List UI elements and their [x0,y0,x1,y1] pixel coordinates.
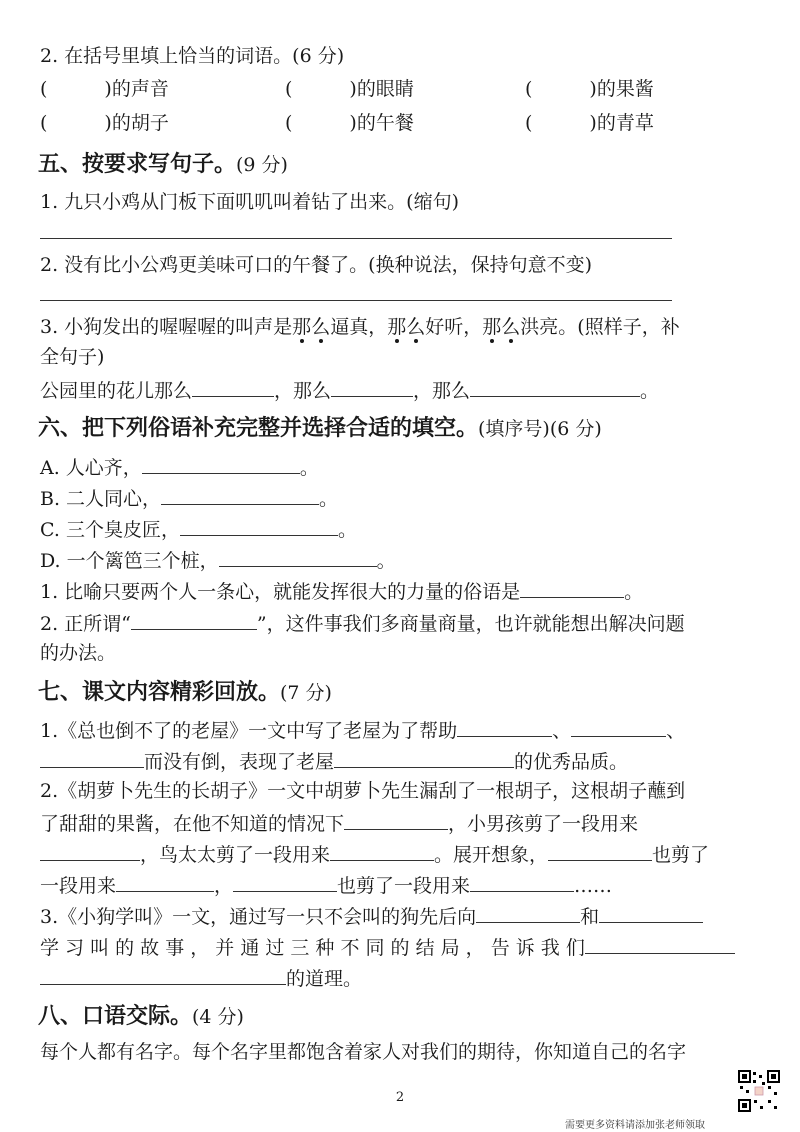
text: ，鸟太太剪了一段用来 [140,844,331,866]
dotted-char: 那 [482,316,502,338]
dotted-char: 么 [501,316,521,338]
text: 的道理。 [286,968,363,990]
s7-q2-line4 [40,871,770,899]
blank[interactable] [520,577,624,598]
answer-line[interactable] [40,238,672,239]
section-5-heading [38,150,288,180]
s6-q2-line2: 的办法。 [40,642,117,664]
section-7-heading [38,678,332,708]
text: ，小男孩剪了一段用来 [448,813,639,835]
text: 而没有倒，表现了老屋 [144,751,335,773]
fill-item[interactable]: ( )的声音 [40,78,169,100]
text: 。 [640,380,660,402]
s6-c [40,515,770,543]
blank[interactable] [131,609,257,630]
s7-q2-line3 [40,840,770,868]
s6-a [40,453,770,481]
s7-q2-line2 [40,809,770,837]
blank[interactable] [161,484,319,505]
page-number: 2 [395,1090,405,1105]
fill-item[interactable]: ( )的眼睛 [285,78,414,100]
s7-q3-line2 [40,933,770,961]
text: 。 [299,457,319,479]
s7-q1-line2 [40,747,770,775]
s7-q3-line3 [40,964,770,992]
text: 。 [624,581,644,603]
dotted-char: 么 [406,316,426,338]
blank[interactable] [40,747,144,768]
text: 公园里的花儿那么 [40,380,193,402]
blank[interactable] [180,515,338,536]
blank[interactable] [476,902,580,923]
s6-b [40,484,770,512]
text: B. 二人同心， [40,488,162,510]
section-8-heading [38,1002,244,1032]
blank[interactable] [330,840,434,861]
blank[interactable] [344,809,448,830]
s7-q3 [40,902,770,930]
text: 3. 小狗发出的喔喔喔的叫声是 [40,316,293,338]
section-6-heading [38,414,602,444]
blank[interactable] [40,964,286,985]
fill-item[interactable]: ( )的午餐 [285,112,414,134]
fill-item[interactable]: ( )的果酱 [525,78,654,100]
section-6-points: (填序号)(6 分) [478,418,602,440]
blank[interactable] [548,840,652,861]
qr-code-icon [738,1070,780,1112]
section-8-points: (4 分) [192,1006,244,1028]
text: A. 人心齐， [40,457,142,479]
blank[interactable] [571,716,666,737]
footer-note: 需要更多资料请添加张老师领取 [565,1120,705,1131]
s7-q1 [40,716,770,744]
section-7-points: (7 分) [280,682,332,704]
text: 1. 比喻只要两个人一条心，就能发挥很大的力量的俗语是 [40,581,521,603]
text: 也剪了一段用来 [337,875,471,897]
s5-q3-fill [40,376,770,404]
text: D. 一个篱笆三个桩， [40,550,219,572]
text: 好听， [425,316,483,338]
text: …… [574,875,613,897]
q2-title: 2. 在括号里填上恰当的词语。(6 分) [40,45,345,67]
text: 、 [666,720,686,742]
text: 洪亮。(照样子，补 [520,316,680,338]
blank[interactable] [331,376,413,397]
blank[interactable] [116,871,214,892]
blank[interactable] [470,871,574,892]
s5-q1: 1. 九只小鸡从门板下面叽叽叫着钻了出来。(缩句) [40,191,459,213]
text: C. 三个臭皮匠， [40,519,180,541]
s7-q2-line1: 2.《胡萝卜先生的长胡子》一文中胡萝卜先生漏刮了一根胡子，这根胡子蘸到 [40,780,686,802]
text: 。 [337,519,357,541]
text: ”，这件事我们多商量商量，也许就能想出解决问题 [256,613,685,635]
section-5-points: (9 分) [236,154,288,176]
blank[interactable] [142,453,300,474]
dotted-char: 那 [292,316,312,338]
section-7-title: 七、课文内容精彩回放。 [38,680,281,705]
s5-q3-line2: 全句子) [40,346,105,368]
text: 一段用来 [40,875,117,897]
text: ，那么 [413,380,471,402]
blank[interactable] [599,902,703,923]
s6-d [40,546,770,574]
text: 3.《小狗学叫》一文，通过写一只不会叫的狗先后向 [40,906,477,928]
text: 的优秀品质。 [514,751,629,773]
text: 1.《总也倒不了的老屋》一文中写了老屋为了帮助 [40,720,458,742]
text: 。 [376,550,396,572]
s5-q3 [40,314,770,340]
s6-q2 [40,609,770,637]
s5-q2: 2. 没有比小公鸡更美味可口的午餐了。(换种说法，保持句意不变) [40,254,592,276]
blank[interactable] [470,376,640,397]
blank[interactable] [457,716,552,737]
text: 。 [319,488,339,510]
dotted-char: 么 [311,316,331,338]
text: 、 [552,720,572,742]
fill-item[interactable]: ( )的胡子 [40,112,169,134]
text: 逼真， [330,316,388,338]
blank[interactable] [219,546,377,567]
blank[interactable] [585,933,735,954]
answer-line[interactable] [40,300,672,301]
blank[interactable] [40,840,140,861]
text: ，那么 [274,380,332,402]
text: 2. 正所谓“ [40,613,131,635]
text: 。展开想象， [434,844,549,866]
text: ， [214,875,234,897]
blank[interactable] [233,871,337,892]
s6-q1 [40,577,770,605]
text: 了甜甜的果酱，在他不知道的情况下 [40,813,345,835]
text: 和 [580,906,600,928]
section-5-title: 五、按要求写句子。 [38,152,237,177]
fill-item[interactable]: ( )的青草 [525,112,654,134]
blank[interactable] [334,747,514,768]
section-6-title: 六、把下列俗语补充完整并选择合适的填空。 [38,416,479,441]
s8-text: 每个人都有名字。每个名字里都饱含着家人对我们的期待，你知道自己的名字 [40,1041,687,1063]
dotted-char: 那 [387,316,407,338]
section-8-title: 八、口语交际。 [38,1004,193,1029]
blank[interactable] [192,376,274,397]
text: 也剪了 [652,844,710,866]
text: 学 习 叫 的 故 事 ， 并 通 过 三 种 不 同 的 结 局 ， 告 诉 我 们 [40,937,585,959]
